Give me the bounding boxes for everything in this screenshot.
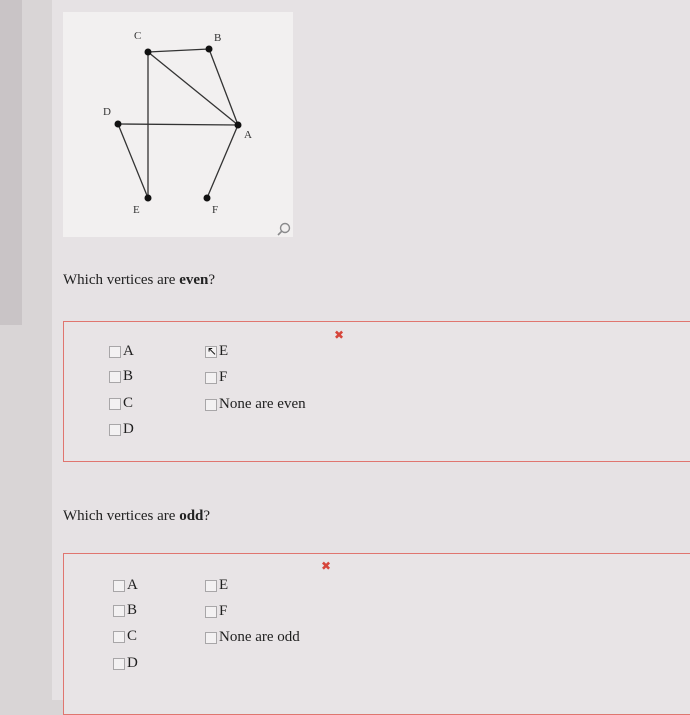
checkbox[interactable] bbox=[109, 371, 121, 383]
option-odd-f[interactable]: F bbox=[205, 603, 227, 620]
vertex-label-b: B bbox=[214, 32, 222, 44]
x-icon: ✖ bbox=[334, 328, 345, 342]
vertex-label-d: D bbox=[103, 106, 111, 118]
edge-d-e bbox=[118, 124, 148, 198]
checkbox[interactable] bbox=[109, 398, 121, 410]
vertex-e-dot bbox=[145, 195, 152, 202]
vertex-a-dot bbox=[235, 122, 242, 129]
option-even-f[interactable]: F bbox=[205, 369, 227, 386]
graph-svg bbox=[63, 12, 293, 237]
option-odd-e[interactable]: E bbox=[205, 577, 228, 594]
edge-a-f bbox=[207, 125, 238, 198]
vertex-label-f: F bbox=[212, 204, 219, 216]
vertex-d-dot bbox=[115, 121, 122, 128]
edge-c-b bbox=[148, 49, 209, 52]
left-panel-edge bbox=[0, 0, 22, 325]
option-even-e[interactable]: E bbox=[205, 343, 228, 360]
checkbox[interactable] bbox=[205, 606, 217, 618]
checkbox[interactable] bbox=[205, 632, 217, 644]
vertex-label-c: C bbox=[134, 30, 142, 42]
graph-figure bbox=[63, 12, 293, 237]
option-odd-d[interactable]: D bbox=[113, 655, 138, 672]
magnifier-icon[interactable] bbox=[277, 222, 291, 241]
option-even-none[interactable]: None are even bbox=[205, 396, 306, 413]
checkbox[interactable] bbox=[205, 399, 217, 411]
checkbox[interactable] bbox=[109, 424, 121, 436]
checkbox[interactable] bbox=[109, 346, 121, 358]
checkbox[interactable] bbox=[205, 372, 217, 384]
vertex-f-dot bbox=[204, 195, 211, 202]
option-odd-c[interactable]: C bbox=[113, 628, 137, 645]
checkbox[interactable] bbox=[113, 605, 125, 617]
checkbox[interactable] bbox=[113, 631, 125, 643]
option-odd-b[interactable]: B bbox=[113, 602, 137, 619]
option-even-a[interactable]: A bbox=[109, 343, 134, 360]
question-even-keyword: even bbox=[179, 272, 209, 288]
answer-box-odd bbox=[63, 553, 690, 715]
question-even: Which vertices are even? bbox=[63, 272, 216, 288]
edge-d-a bbox=[118, 124, 238, 125]
checkbox[interactable] bbox=[113, 580, 125, 592]
vertex-label-a: A bbox=[244, 129, 252, 141]
option-even-c[interactable]: C bbox=[109, 395, 133, 412]
checkbox[interactable] bbox=[205, 580, 217, 592]
option-even-b[interactable]: B bbox=[109, 368, 133, 385]
option-odd-none[interactable]: None are odd bbox=[205, 629, 300, 646]
checkbox[interactable] bbox=[113, 658, 125, 670]
vertex-label-e: E bbox=[133, 204, 140, 216]
option-even-d[interactable]: D bbox=[109, 421, 134, 438]
option-odd-a[interactable]: A bbox=[113, 577, 138, 594]
x-icon: ✖ bbox=[321, 559, 332, 573]
vertex-c-dot bbox=[145, 49, 152, 56]
answer-box-even bbox=[63, 321, 690, 462]
arrow-cursor-icon: ↖ bbox=[207, 344, 218, 358]
question-odd: Which vertices are odd? bbox=[63, 508, 211, 524]
question-odd-keyword: odd bbox=[179, 508, 204, 524]
vertex-b-dot bbox=[206, 46, 213, 53]
